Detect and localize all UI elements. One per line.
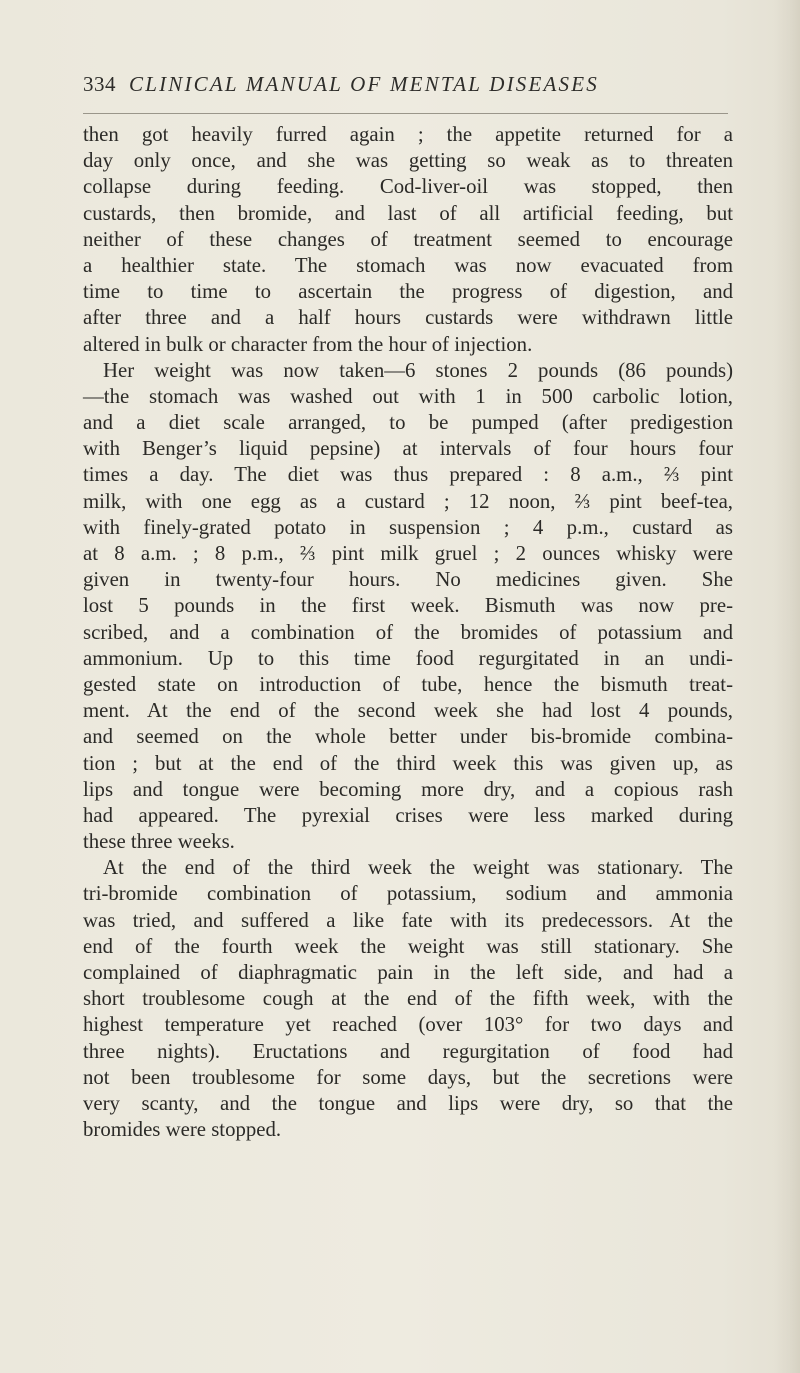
text-line: with finely-grated potato in suspension ; 4 p.m., custard as	[83, 515, 733, 539]
text-line: with Benger’s liquid pepsine) at intervals of four hours four	[83, 437, 733, 461]
text-line: neither of these changes of treatment seemed to encourage	[83, 227, 733, 251]
text-line: had appeared. The pyrexial crises were less marked during	[83, 803, 733, 827]
body-text	[83, 122, 733, 1143]
text-line: gested state on introduction of tube, hence the bismuth treat-	[83, 672, 733, 696]
text-line: then got heavily furred again ; the appetite returned for a	[83, 123, 733, 146]
text-line: lost 5 pounds in the first week. Bismuth was now pre-	[83, 594, 733, 618]
text-line: tri-bromide combination of potassium, sodium and ammonia	[83, 882, 733, 906]
text-line: at 8 a.m. ; 8 p.m., ⅔ pint milk gruel ; 2 ounces whisky were	[83, 542, 733, 565]
text-line: lips and tongue were becoming more dry, and a copious rash	[83, 777, 733, 801]
text-line: a healthier state. The stomach was now evacuated from	[83, 253, 733, 277]
header-rule	[83, 113, 728, 114]
page-header	[83, 72, 733, 102]
text-line: after three and a half hours custards were withdrawn little	[83, 306, 733, 330]
text-line: and a diet scale arranged, to be pumped (after predigestion	[83, 411, 733, 435]
text-line: very scanty, and the tongue and lips were dry, so that the	[83, 1091, 733, 1115]
text-line: tion ; but at the end of the third week this was given up, as	[83, 751, 733, 775]
text-line: —the stomach was washed out with 1 in 500 carbolic lotion,	[83, 384, 733, 408]
text-line: bromides were stopped.	[83, 1118, 282, 1142]
text-line: highest temperature yet reached (over 103° for two days and	[83, 1013, 733, 1037]
text-line: collapse during feeding. Cod-liver-oil was stopped, then	[83, 175, 733, 199]
text-line: and seemed on the whole better under bis-bromide combina-	[83, 725, 733, 749]
text-line: custards, then bromide, and last of all artificial feeding, but	[83, 201, 733, 225]
text-line: three nights). Eructations and regurgitation of food had	[83, 1039, 733, 1063]
text-line: ment. At the end of the second week she had lost 4 pounds,	[83, 699, 733, 723]
text-line: short troublesome cough at the end of the fifth week, with the	[83, 987, 733, 1011]
text-line: given in twenty-four hours. No medicines given. She	[83, 568, 733, 592]
text-line: these three weeks.	[83, 830, 235, 854]
text-line: was tried, and suffered a like fate with its predecessors. At the	[83, 908, 733, 932]
text-line: not been troublesome for some days, but the secretions were	[83, 1065, 733, 1089]
text-line: milk, with one egg as a custard ; 12 noon, ⅔ pint beef-tea,	[83, 489, 733, 513]
text-line: times a day. The diet was thus prepared : 8 a.m., ⅔ pint	[83, 463, 733, 487]
text-line: altered in bulk or character from the hour of injection.	[83, 332, 533, 356]
text-line: complained of diaphragmatic pain in the left side, and had a	[83, 961, 733, 984]
text-line: end of the fourth week the weight was still stationary. She	[83, 934, 733, 958]
text-line: scribed, and a combination of the bromides of potassium and	[83, 620, 733, 644]
page-number: 334	[83, 72, 116, 96]
text-line: At the end of the third week the weight was stationary. The	[103, 856, 733, 880]
text-line: day only once, and she was getting so weak as to threaten	[83, 149, 733, 173]
text-line: Her weight was now taken—6 stones 2 pounds (86 pounds)	[103, 358, 733, 382]
page-edge-shadow	[774, 0, 800, 1373]
text-line: time to time to ascertain the progress of digestion, and	[83, 280, 733, 304]
text-line: ammonium. Up to this time food regurgitated in an undi-	[83, 646, 733, 670]
running-title: CLINICAL MANUAL OF MENTAL DISEASES	[129, 72, 599, 96]
